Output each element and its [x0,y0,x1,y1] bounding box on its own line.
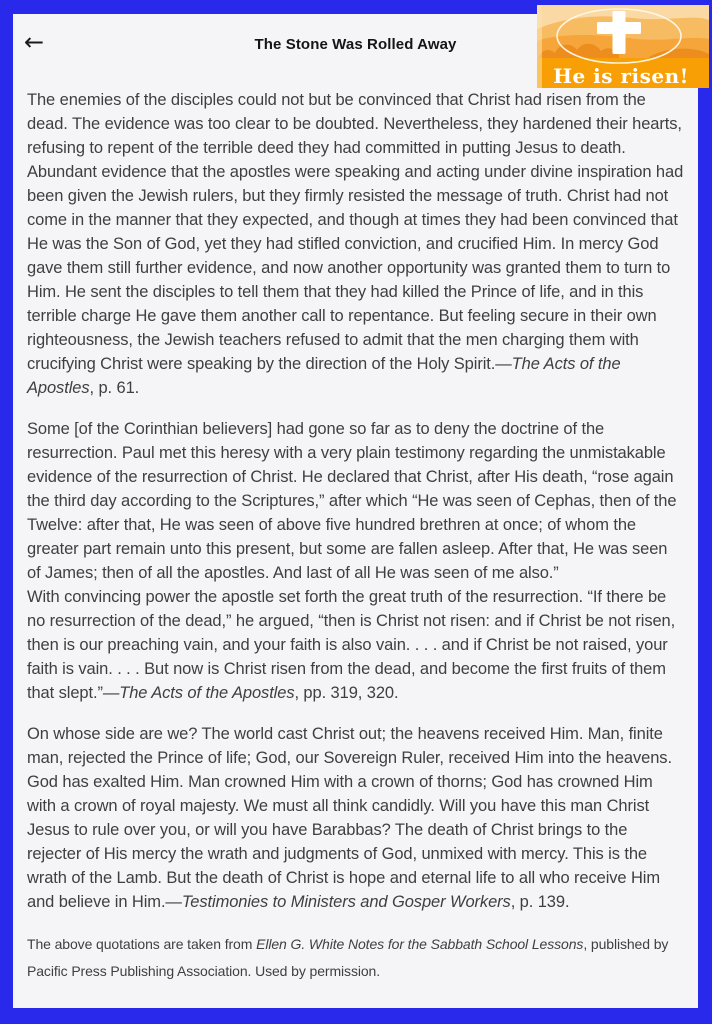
hero-caption: He is risen! [553,64,689,88]
text-segment: With convincing power the apostle set forth the great truth of the resurrection. “If there be no resurrection of the dead,” he argued, “then is Christ not risen: and if Christ be not risen, then is our preaching vain, and your faith is also vain. . . . and if Christ be not raised, your faith is vain. . . . But now is Christ risen from the dead, and become the first fruits of them that slept.”— [27,588,676,702]
text-segment: , p. 139. [510,893,570,911]
back-button[interactable] [18,28,50,56]
reading-page [13,14,698,1008]
source-title: Testimonies to Ministers and Gosper Workers [181,893,511,911]
paragraph [27,722,684,914]
text-segment: The enemies of the disciples could not but be convinced that Christ had risen from the dead. The evidence was too clear to be doubted. Nevertheless, they hardened their hearts, refusing to repent of the terrible deed they had committed in putting Jesus to death. Abundant evidence that the apostles were speaking and acting under divine inspiration had been given the Jewish rulers, but they firmly resisted the message of truth. Christ had not come in the manner that they expected, and though at times they had been convinced that He was the Son of God, yet they had stifled conviction, and crucified Him. In mercy God gave them still further evidence, and now another opportunity was granted them to turn to Him. He sent the disciples to tell them that they had killed the Prince of life, and in this terrible charge He gave them another call to repentance. But feeling secure in their own righteousness, the Jewish teachers refused to admit that the men charging them with crucifying Christ were speaking by the direction of the Holy Spirit.— [27,91,684,373]
text-segment: The above quotations are taken from [27,936,257,952]
edge-strip [537,5,542,88]
paragraph [27,417,684,585]
text-segment: On whose side are we? The world cast Christ out; the heavens received Him. Man, finite man, rejected the Prince of life; God, our Sovereign Ruler, received Him into the heavens. God has exalted Him. Man crowned Him with a crown of thorns; God has crowned Him with a crown of royal majesty. We must all think candidly. Will you have this man Christ Jesus to rule over you, or will you have Barabbas? The death of Christ brings to the rejecter of His mercy the wrath and judgments of God, unmixed with mercy. This is the wrath of the Lamb. But the death of Christ is hope and eternal life to all who receive Him and believe in Him.— [27,725,672,911]
back-arrow-icon: ← [24,28,45,56]
source-title: The Acts of the Apostles [27,355,621,397]
source-title: The Acts of the Apostles [119,684,295,702]
text-segment: Some [of the Corinthian believers] had gone so far as to deny the doctrine of the resurrection. Paul met this heresy with a very plain testimony regarding the unmistakable evidence of the resurrection of Christ. He declared that Christ, after His death, “rose again the third day according to the Scriptures,” after which “He was seen of Cephas, then of the Twelve: after that, He was seen of above five hundred brethren at once; of whom the greater part remain unto this present, but some are fallen asleep. After that, He was seen of James; then of all the apostles. And last of all He was seen of me also.” [27,420,677,582]
text-segment: , pp. 319, 320. [294,684,399,702]
footnote-text [27,931,684,985]
he-is-risen-image [537,5,709,88]
text-segment: , p. 61. [89,379,140,397]
paragraph [27,585,684,705]
source-title: Ellen G. White Notes for the Sabbath School Lessons [256,936,584,952]
text-segment: , published by Pacific Press Publishing Association. Used by permission. [27,936,669,979]
page-title: The Stone Was Rolled Away [254,36,457,53]
footnote [13,931,698,985]
article-body[interactable] [13,70,698,914]
sunrise-cross-illustration [537,5,709,88]
paragraph [27,88,684,400]
